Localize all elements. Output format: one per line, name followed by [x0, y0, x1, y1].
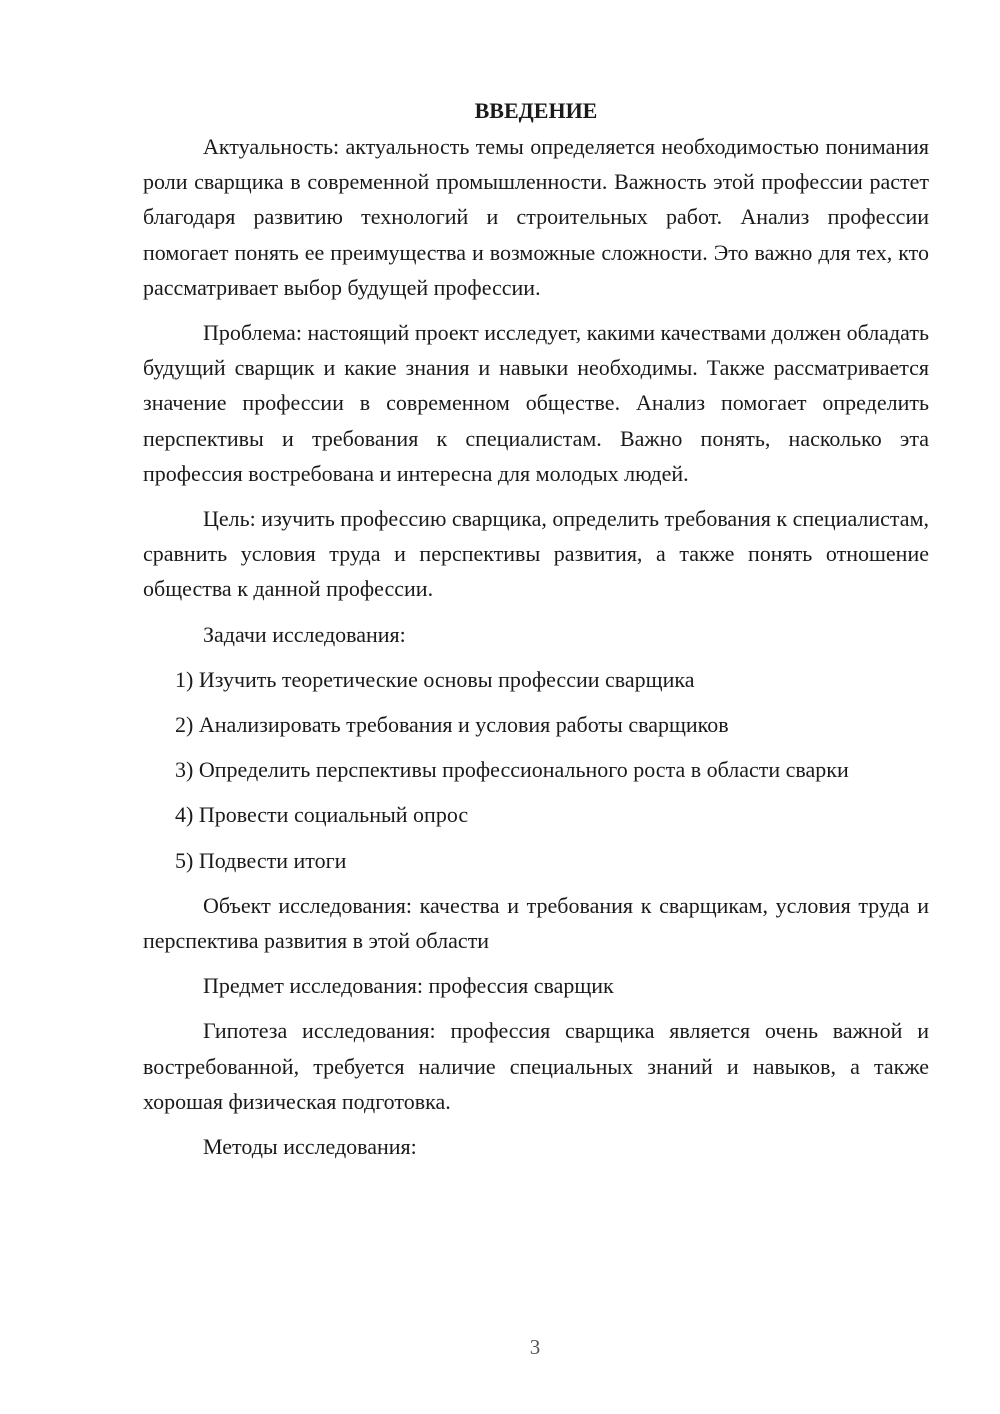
subject-paragraph: Предмет исследования: профессия сварщик: [203, 973, 614, 999]
tasks-heading: Задачи исследования:: [203, 621, 406, 647]
problem-paragraph: Проблема: настоящий проект исследует, какими качествами должен обладать будущий сварщик и какие знания и навыки необходимы. Также рассматривается значение профессии в современном обществе. Анализ помогает определить перспективы и требования к специалистам. Важно понять, насколько эта профессия востребована и интересна для молодых людей.: [143, 320, 929, 486]
methods-paragraph: Методы исследования:: [203, 1134, 417, 1160]
task-item-4: 4) Провести социальный опрос: [175, 802, 469, 828]
page-number: 3: [529, 1335, 541, 1359]
task-item-5: 5) Подвести итоги: [175, 847, 347, 873]
task-item-1: 1) Изучить теоретические основы профессии сварщика: [175, 666, 695, 692]
object-paragraph: Объект исследования: качества и требования к сварщикам, условия труда и перспектива развития в этой области: [143, 892, 929, 954]
relevance-paragraph: Актуальность: актуальность темы определяется необходимостью понимания роли сварщика в современной промышленности. Важность этой профессии растет благодаря развитию технологий и строительных работ. Анализ профессии помогает понять ее преимущества и возможные сложности. Это важно для тех, кто рассматривает выбор будущей профессии.: [143, 134, 929, 300]
task-item-2: 2) Анализировать требования и условия работы сварщиков: [175, 712, 729, 738]
page-content: [143, 93, 929, 1174]
task-item-3: 3) Определить перспективы профессионального роста в области сварки: [175, 757, 849, 783]
goal-paragraph: Цель: изучить профессию сварщика, определить требования к специалистам, сравнить условия труда и перспективы развития, а также понять отношение общества к данной профессии.: [143, 506, 929, 602]
section-title: ВВЕДЕНИЕ: [474, 98, 598, 123]
hypothesis-paragraph: Гипотеза исследования: профессия сварщика является очень важной и востребованной, требуется наличие специальных знаний и навыков, а также хорошая физическая подготовка.: [143, 1018, 929, 1114]
